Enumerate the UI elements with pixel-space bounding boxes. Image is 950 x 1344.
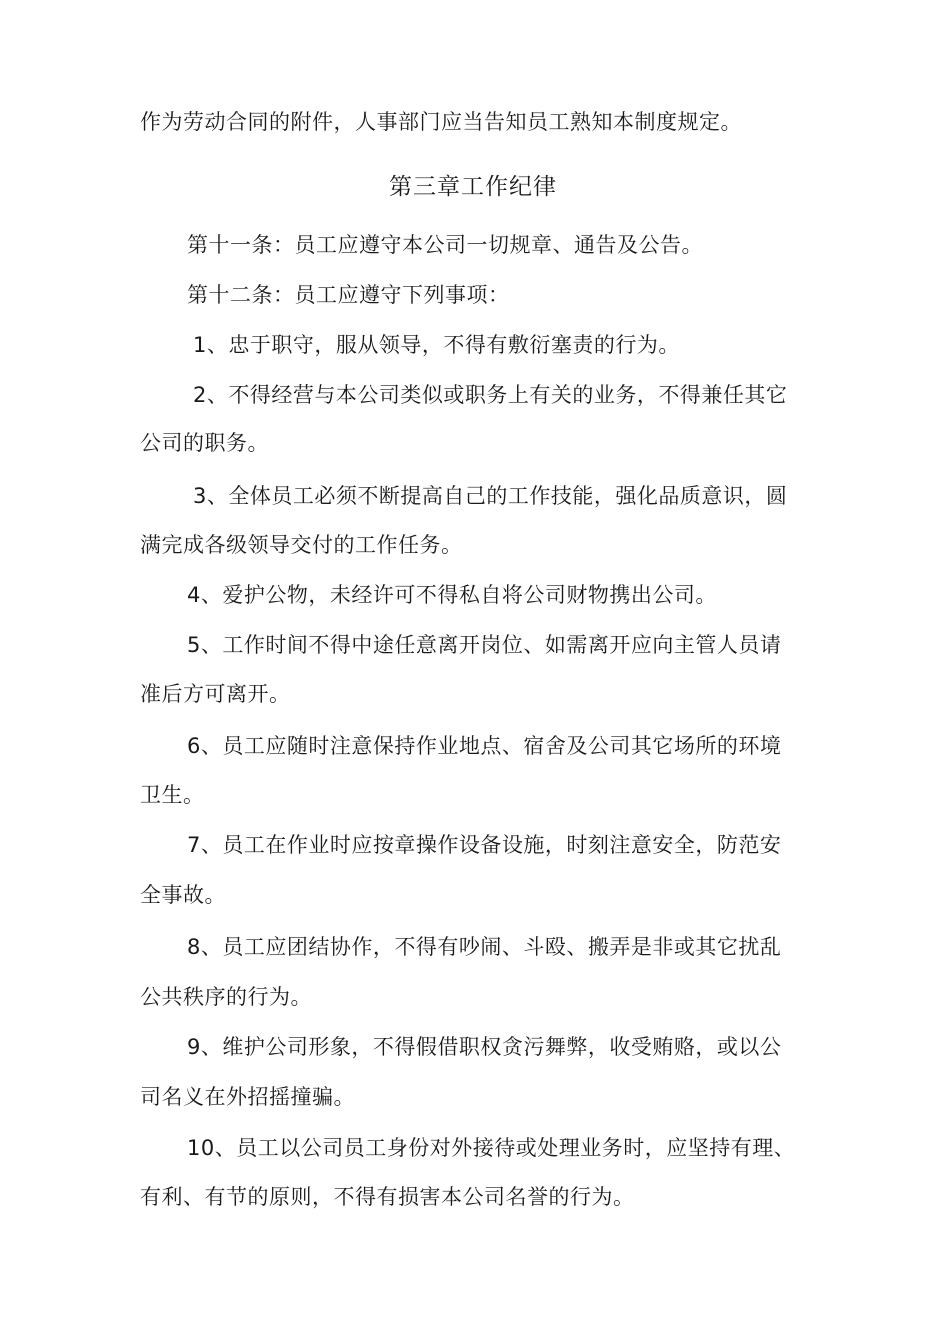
item-2-line-1: 2、不得经营与本公司类似或职务上有关的业务，不得兼任其它	[193, 383, 788, 407]
item-9-line-1: 9、维护公司形象，不得假借职权贪污舞弊，收受贿赂，或以公	[187, 1035, 782, 1059]
item-7-line-1: 7、员工在作业时应按章操作设备设施，时刻注意安全，防范安	[187, 833, 782, 857]
item-2-line-2: 公司的职务。	[140, 431, 269, 455]
item-6-line-1: 6、员工应随时注意保持作业地点、宿舍及公司其它场所的环境	[187, 734, 782, 758]
item-6-line-2: 卫生。	[140, 783, 205, 807]
item-10-line-2: 有利、有节的原则，不得有损害本公司名誉的行为。	[140, 1185, 635, 1209]
article-12: 第十二条：员工应遵守下列事项：	[187, 283, 510, 307]
article-11: 第十一条：员工应遵守本公司一切规章、通告及公告。	[187, 233, 703, 257]
item-7-line-2: 全事故。	[140, 883, 226, 907]
item-9-line-2: 司名义在外招摇撞骗。	[140, 1085, 355, 1109]
item-4-line-1: 4、爱护公物，未经许可不得私自将公司财物携出公司。	[187, 583, 717, 607]
item-10-line-1: 10、员工以公司员工身份对外接待或处理业务时，应坚持有理、	[187, 1136, 796, 1160]
intro-line: 作为劳动合同的附件，人事部门应当告知员工熟知本制度规定。	[140, 110, 742, 134]
item-8-line-1: 8、员工应团结协作，不得有吵闹、斗殴、搬弄是非或其它扰乱	[187, 935, 782, 959]
item-5-line-1: 5、工作时间不得中途任意离开岗位、如需离开应向主管人员请	[187, 633, 782, 657]
item-5-line-2: 准后方可离开。	[140, 682, 291, 706]
chapter-title: 第三章工作纪律	[389, 174, 557, 200]
item-1-line-1: 1、忠于职守，服从领导，不得有敷衍塞责的行为。	[193, 333, 680, 357]
item-3-line-1: 3、全体员工必须不断提高自己的工作技能，强化品质意识，圆	[193, 484, 788, 508]
item-8-line-2: 公共秩序的行为。	[140, 985, 312, 1009]
item-3-line-2: 满完成各级领导交付的工作任务。	[140, 533, 463, 557]
